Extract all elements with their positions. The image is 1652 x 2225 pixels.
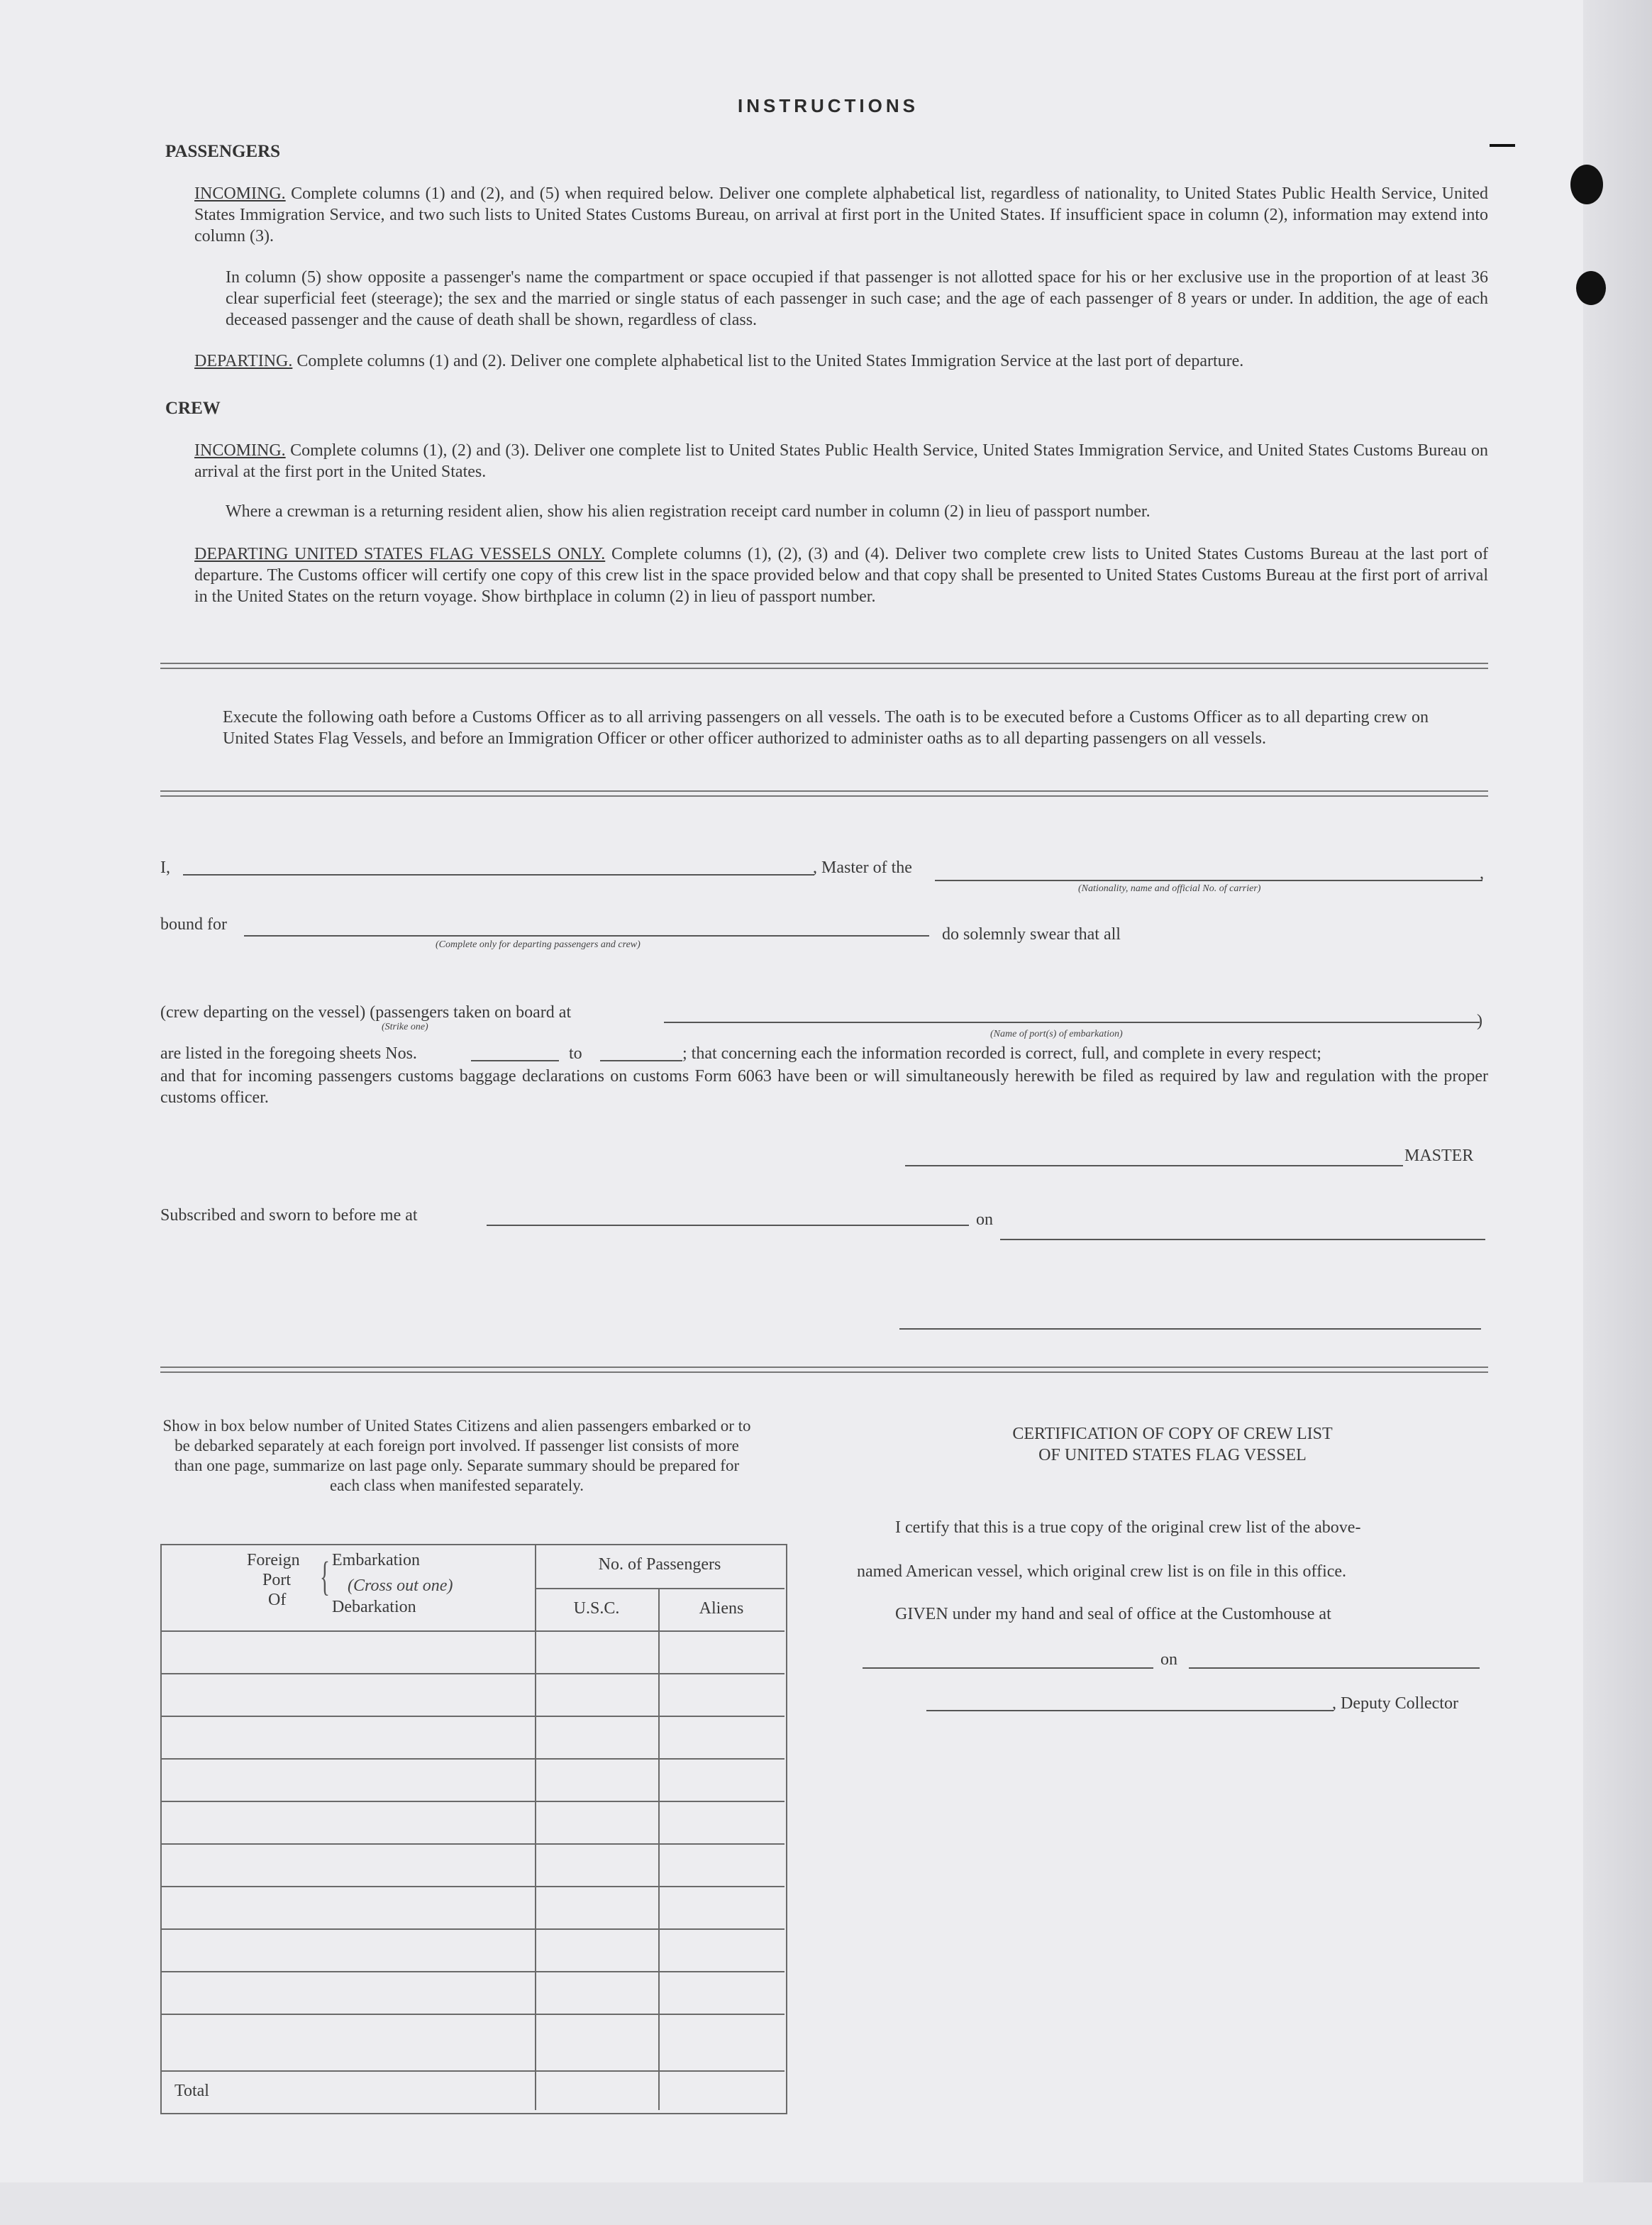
- passenger-summary-table: [160, 1544, 787, 2114]
- carrier-caption: (Nationality, name and official No. of carrier): [1078, 883, 1261, 894]
- departing-text: Complete columns (1) and (2). Deliver one complete alphabetical list to the United States Immigration Service at the last port of departure.: [296, 352, 1244, 370]
- crew-departing-text-line: (crew departing on the vessel) (passengers taken on board at: [160, 1003, 572, 1022]
- master-label: MASTER: [1404, 1147, 1474, 1165]
- table-row: [162, 1801, 785, 1802]
- subscribed-date-field[interactable]: [1000, 1239, 1485, 1240]
- sheets-label: are listed in the foregoing sheets Nos.: [160, 1044, 417, 1063]
- crew-resident-alien: Where a crewman is a returning resident alien, show his alien registration receipt card number in column (2) in lieu of passport number.: [226, 502, 1151, 521]
- carrier-comma: ,: [1480, 864, 1484, 883]
- table-divider: [658, 1588, 660, 2110]
- table-row: [162, 1886, 785, 1887]
- col-port: Port: [262, 1571, 292, 1589]
- swear-text: do solemnly swear that all: [942, 925, 1121, 944]
- ink-blot: [1576, 271, 1606, 305]
- oath-i: I,: [160, 858, 170, 877]
- bound-for-field[interactable]: [244, 935, 929, 937]
- crew-departing-text: Complete columns (1), (2), (3) and (4). Deliver two complete crew lists to United States Customs Bureau at the last port of departure. The Customs officer will certify one copy of this crew list in the space provided below and that copy shall be presented to United States Customs Bureau at the first port of arrival in the United States on the return voyage. Show birthplace in column (2) in lieu of passport number.: [194, 545, 1488, 606]
- close-paren: ): [1477, 1012, 1482, 1030]
- col-usc: U.S.C.: [573, 1599, 620, 1618]
- brace-icon: {: [319, 1553, 330, 1599]
- oath-intro: Execute the following oath before a Customs Officer as to all arriving passengers on all vessels. The oath is to be executed before a Customs Officer as to all departing crew on United States Flag Vessels, and before an Immigration Officer or other officer authorized to administer oaths as to all departing passengers on all vessels.: [223, 708, 1429, 748]
- table-row: [162, 1928, 785, 1930]
- margin-dash: [1490, 144, 1515, 147]
- total-label: Total: [174, 2082, 209, 2100]
- page-edge-shadow: [1583, 0, 1652, 2225]
- col-embarkation: Embarkation: [332, 1551, 420, 1569]
- cert-heading-2: OF UNITED STATES FLAG VESSEL: [1038, 1446, 1307, 1464]
- subscribed-place-field[interactable]: [487, 1225, 969, 1226]
- crew-incoming-text: Complete columns (1), (2) and (3). Deliver one complete list to United States Public Health Service, United States Immigration Service, and United States Customs Bureau on arrival at the first port in the United States.: [194, 441, 1489, 481]
- strike-one-caption: (Strike one): [382, 1022, 428, 1032]
- subscribed-on: on: [976, 1210, 993, 1229]
- col-debarkation: Debarkation: [332, 1598, 416, 1616]
- sheet-from-field[interactable]: [471, 1060, 559, 1061]
- sheets-to: to: [569, 1044, 582, 1063]
- bound-caption: (Complete only for departing passengers and crew): [436, 939, 641, 950]
- table-row: [162, 1758, 785, 1760]
- master-name-field[interactable]: [183, 874, 814, 876]
- cert-line-2: named American vessel, which original crew list is on file in this office.: [857, 1562, 1347, 1581]
- baggage-text: and that for incoming passengers customs baggage declarations on customs Form 6063 have been or will simultaneously herewith be filed as required by law and regulation with the proper customs officer.: [160, 1067, 1488, 1107]
- table-divider: [162, 1630, 785, 1632]
- cert-customhouse-field[interactable]: [863, 1667, 1153, 1669]
- page-bottom-edge: [0, 2182, 1652, 2225]
- table-divider: [535, 1588, 785, 1589]
- cert-on: on: [1160, 1650, 1177, 1669]
- col-of: Of: [268, 1591, 287, 1609]
- sheet-to-field[interactable]: [600, 1060, 682, 1061]
- crew-heading: CREW: [165, 399, 221, 418]
- summary-instructions: Show in box below number of United States Citizens and alien passengers embarked or to be debarked separately at each foreign port involved. If passenger list consists of more than one page, summarize on last page only. Separate summary should be prepared for each class when manifested separately.: [162, 1417, 751, 1494]
- table-row: [162, 2014, 785, 2015]
- table-row: [162, 1971, 785, 1972]
- bound-for-label: bound for: [160, 915, 227, 934]
- port-field[interactable]: [664, 1022, 1480, 1023]
- col-cross-out: (Cross out one): [348, 1577, 453, 1595]
- page-title: INSTRUCTIONS: [738, 95, 919, 116]
- section-divider: [160, 1367, 1488, 1373]
- col-no-passengers: No. of Passengers: [598, 1555, 721, 1574]
- cert-date-field[interactable]: [1189, 1667, 1480, 1669]
- cert-heading-1: CERTIFICATION OF COPY OF CREW LIST: [1012, 1425, 1333, 1443]
- deputy-signature-field[interactable]: [926, 1710, 1334, 1711]
- col-foreign: Foreign: [247, 1551, 300, 1569]
- master-signature-field[interactable]: [905, 1165, 1403, 1166]
- subscribed-label: Subscribed and sworn to before me at: [160, 1206, 418, 1225]
- cert-line-1: I certify that this is a true copy of the original crew list of the above-: [895, 1518, 1361, 1537]
- passengers-column5: In column (5) show opposite a passenger's name the compartment or space occupied if that passenger is not allotted space for his or her exclusive use in the proportion of at least 36 clear superficial feet (steerage); the sex and the married or single status of each passenger in such case; and the age of each passenger of 8 years or under. In addition, the age of each deceased passenger and the cause of death shall be shown, regardless of class.: [226, 268, 1488, 329]
- table-row: [162, 1673, 785, 1674]
- col-aliens: Aliens: [699, 1599, 744, 1618]
- crew-incoming-label: INCOMING.: [194, 441, 286, 460]
- departing-label: DEPARTING.: [194, 352, 293, 370]
- table-row: [162, 1716, 785, 1717]
- crew-incoming: [194, 440, 1488, 482]
- passengers-heading: PASSENGERS: [165, 142, 281, 161]
- sheets-rest: ; that concerning each the information recorded is correct, full, and complete in every respect;: [682, 1044, 1321, 1063]
- cert-line-3: GIVEN under my hand and seal of office at the Customhouse at: [895, 1605, 1331, 1623]
- table-row: [162, 1843, 785, 1845]
- port-caption: (Name of port(s) of embarkation): [990, 1029, 1123, 1039]
- passengers-incoming: [194, 183, 1488, 247]
- incoming-label: INCOMING.: [194, 184, 286, 203]
- deputy-label: , Deputy Collector: [1332, 1694, 1458, 1713]
- section-divider: [160, 663, 1488, 669]
- crew-departing: [194, 543, 1488, 607]
- table-row: [162, 2070, 785, 2072]
- master-of-the: , Master of the: [813, 858, 912, 877]
- ink-blot: [1570, 165, 1603, 204]
- passengers-departing: [194, 350, 1488, 372]
- carrier-field[interactable]: [935, 880, 1482, 881]
- section-divider: [160, 790, 1488, 797]
- crew-departing-label: DEPARTING UNITED STATES FLAG VESSELS ONLY.: [194, 545, 606, 563]
- officer-signature-field[interactable]: [899, 1328, 1481, 1330]
- incoming-text: Complete columns (1) and (2), and (5) when required below. Deliver one complete alphabetical list, regardless of nationality, to United States Public Health Service, United States Immigration Service, and two such lists to United States Customs Bureau, on arrival at first port in the United States. If insufficient space in column (2), information may extend into column (3).: [194, 184, 1488, 245]
